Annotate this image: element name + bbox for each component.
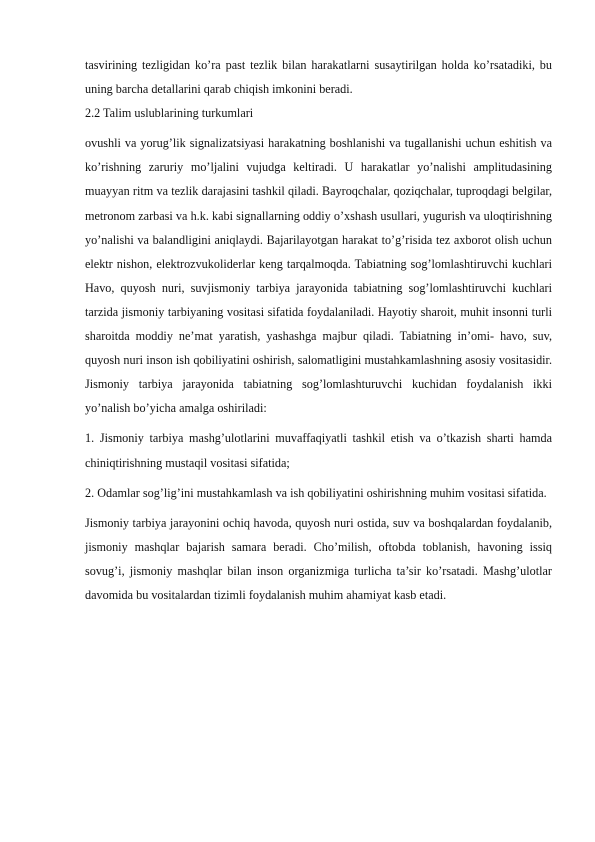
- paragraph-closing: Jismoniy tarbiya jarayonini ochiq havoda, quyosh nuri ostida, suv va boshqalardan foydalanib, jismoniy mashqlar bajarish samara beradi. Cho’milish, oftobda toblanish, havoning issiq sovug’i, jismoniy mashqlar bilan inson organizmiga turlicha ta’sir ko’rsatadi. Mashg’ulotlar davomida bu vositalardan tizimli foydalanish muhim ahamiyat kasb etadi.: [85, 515, 552, 602]
- paragraph-intro: tasvirining tezligidan ko’ra past tezlik bilan harakatlarni susaytirilgan holda ko’rsatadiki, bu uning barcha detallarini qarab chiqish imkonini beradi.: [85, 58, 552, 97]
- list-item-2: 2. Odamlar sog’lig’ini mustahkamlash va ish qobiliyatini oshirishning muhim vositasi sifatida.: [85, 485, 547, 500]
- list-item-1: 1. Jismoniy tarbiya mashg’ulotlarini muvaffaqiyatli tashkil etish va o’tkazish sharti hamda chiniqtirishning mustaqil vositasi sifatida;: [85, 431, 552, 470]
- paragraph-main: ovushli va yorug’lik signalizatsiyasi harakatning boshlanishi va tugallanishi uchun eshitish va ko’rishning zaruriy mo’ljalini vujudga keltiradi. U harakatlar yo’nalishi amplitudasining muayyan ritm va tezlik darajasini tashkil qiladi. Bayroqchalar, qoziqchalar, tuproqdagi belgilar, metronom zarbasi va h.k. kabi signallarning oddiy o’xshash usullari, yugurish va uloqtirishning yo’nalishi va balandligini aniqlaydi. Bajarilayotgan harakat to’g’risida tez axborot olish uchun elektr nishon, elektrozvukoliderlar keng tarqalmoqda. Tabiatning sog’lomlashtiruvchi kuchlari Havo, quyosh nuri, suvjismoniy tarbiya jarayonida tabiatning sog’lomlashtiruvchi kuchlari tarzida jismoniy tarbiyaning vositasi sifatida foydalaniladi. Hayotiy sharoit, muhit insonni turli sharoitda moddiy ne’mat yaratish, yashashga majbur qiladi. Tabiatning in’omi- havo, suv, quyosh nuri inson ish qobiliyatini oshirish, salomatligini mustahkamlashning asosiy vositasidir. Jismoniy tarbiya jarayonida tabiatning sog’lomlashturuvchi kuchidan foydalanish ikki yo’nalish bo’yicha amalga oshiriladi:: [85, 136, 552, 416]
- section-heading: 2.2 Talim uslublarining turkumlari: [85, 106, 254, 121]
